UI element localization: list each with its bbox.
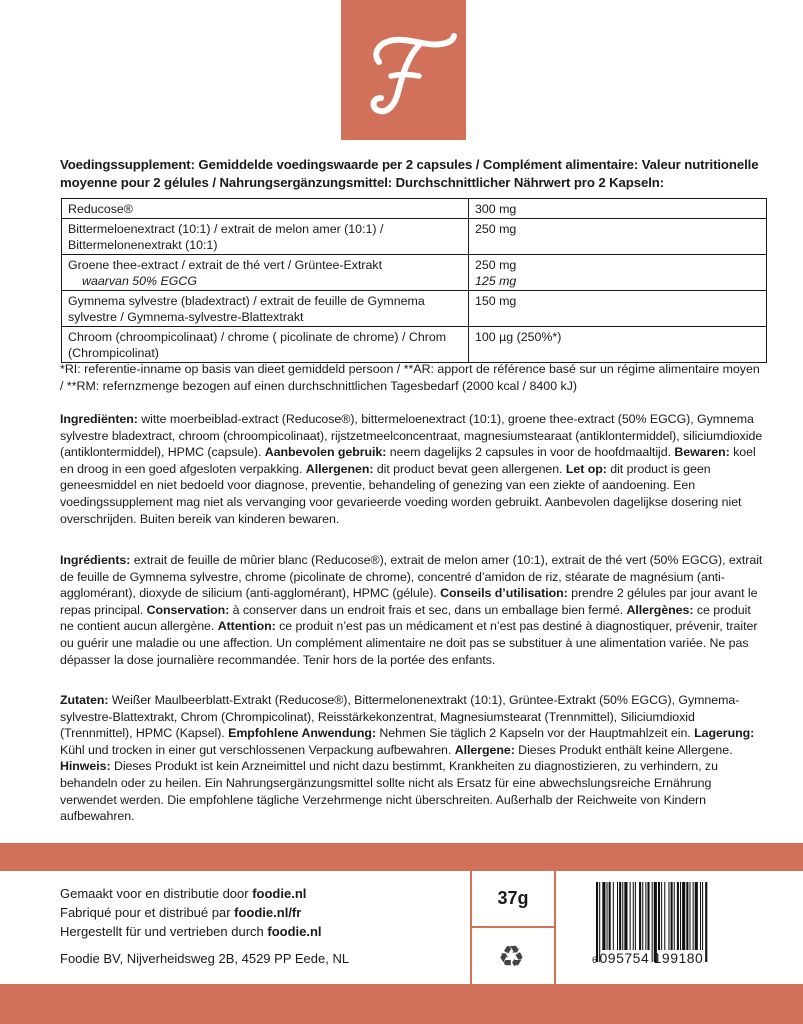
usage-label: Empfohlene Anwendung: [228, 726, 376, 741]
barcode-first-digit: 6 [592, 955, 598, 965]
ingredient-amount: 250 mg [475, 258, 517, 272]
ingredient-amount: 300 mg [469, 199, 767, 219]
usage-text: prendre 2 gélules par jour avant le repas principal. [60, 586, 758, 617]
allergen-text: dit product bevat geen allergenen. [373, 461, 566, 476]
usage-text: Nehmen Sie täglich 2 Kapseln vor der Hauptmahlzeit ein. [375, 726, 695, 741]
allergen-label: Allergene: [454, 742, 515, 757]
allergen-text: ce produit ne contient aucun allergène. [60, 602, 751, 634]
barcode-digits: 095754 199180 [599, 950, 704, 966]
table-row [62, 199, 767, 219]
nutrition-table [61, 198, 767, 363]
ingredients-label: Zutaten: [60, 693, 109, 707]
ingredient-amount: 150 mg [469, 291, 767, 327]
distribution-line-fr [60, 903, 322, 922]
brand-logo [341, 0, 466, 140]
ingredients-text: extrait de feuille de mûrier blanc (Reducose®), extrait de melon amer (10:1), extrait de thé vert (50% EGCG), extrait de feuille de Gymnema sylvestre, chrome (picolinate de chrome), concentré d’amidon de riz, stéarate de magnésium (anti-agglomérant), dioxyde de silicium (anti-agglomérant), HPMC (gélule). [60, 553, 763, 601]
usage-label: Conseils d’utilisation: [440, 586, 568, 601]
nutrition-heading: Voedingssupplement: Gemiddelde voedingswaarde per 2 capsules / Complément alimentaire: Valeur nutritionelle moyenne pour 2 gélules / Nahrungsergänzungsmittel: Durchschnittlicher Nährwert pro 2 Kapseln: [60, 157, 759, 190]
ingredient-subname: waarvan 50% EGCG [82, 274, 198, 288]
footer-top-band [0, 843, 803, 871]
dutch-ingredients-paragraph [60, 411, 766, 527]
company-address: Foodie BV, Nijverheidsweg 2B, 4529 PP Eede, NL [60, 951, 350, 966]
ingredient-name: Groene thee-extract / extrait de thé vert / Grüntee-Extrakt [68, 258, 383, 272]
warning-text: ce produit n’est pas un médicament et n’est pas destiné à diagnostiquer, prévenir, traiter ou guérir une maladie ou une affection. Un complément alimentaire ne doit pas se substituer à une alimentation variée. Ne pas dépasser la dose journalière recommandée. Tenir hors de la portée des enfants. [60, 619, 758, 667]
foodie-f-logo-icon [341, 0, 466, 140]
distribution-line-de [60, 922, 322, 941]
warning-label: Attention: [217, 619, 276, 634]
warning-text: Dieses Produkt ist kein Arzneimittel und nicht dazu bestimmt, Krankheiten zu diagnostizieren, zu verhindern, zu behandeln oder zu heilen. Ein Nahrungsergänzungsmittel sollte nicht als Ersatz für eine abwechslungsreiche Ernährung verwendet werden. Die empfohlene tägliche Verzehrmenge nicht überschreiten. Außerhalb der Reichweite von Kindern aufbewahren. [60, 759, 718, 824]
distribution-info [60, 884, 322, 941]
usage-text: neem dagelijks 2 capsules in voor de hoofdmaaltijd. [386, 445, 675, 460]
warning-label: Hinweis: [60, 759, 111, 774]
ingredient-amount: 100 µg (250%*) [469, 327, 767, 363]
storage-text: koel en droog in een goed afgesloten verpakking. [60, 445, 756, 476]
allergen-text: Dieses Produkt enthält keine Allergene. [514, 742, 733, 757]
storage-text: à conserver dans un endroit frais et sec, dans un emballage bien fermé. [229, 602, 627, 617]
warning-label: Let op: [565, 461, 607, 476]
ingredient-name: Bittermeloenextract (10:1) / extrait de melon amer (10:1) / Bittermelonenextrakt (10:1) [62, 219, 469, 255]
distribution-line-nl [60, 884, 322, 903]
distribution-text: Fabriqué pour et distribué par [60, 905, 235, 920]
footer-bottom-band [0, 984, 803, 1024]
weight-recycle-box [470, 871, 556, 984]
ingredient-amount: 250 mg [469, 219, 767, 255]
ingredient-name: Chroom (chroompicolinaat) / chrome ( picolinate de chrome) / Chrom (Chrompicolinat) [62, 327, 469, 363]
divider [472, 926, 554, 928]
ingredient-amount-cell [469, 255, 767, 291]
ingredients-label: Ingrédients: [60, 553, 131, 567]
distribution-text: Gemaakt voor en distributie door [60, 886, 253, 901]
ingredients-text: witte moerbeiblad-extract (Reducose®), bittermeloenextract (10:1), groene thee-extract (50% EGCG), Gymnema sylvestre bladextract, chroom (chroompicolinaat), rijstzetmeelconcentraat, magnesiumstearaat (antiklontermiddel), siliciumdioxide (antiklontermiddel), HPMC (capsule). [60, 412, 763, 460]
allergen-label: Allergenen: [305, 461, 374, 476]
ingredient-name: Reducose® [62, 199, 469, 219]
website-link[interactable]: foodie.nl [252, 886, 307, 901]
ingredients-text: Weißer Maulbeerblatt-Extrakt (Reducose®), Bittermelonenextrakt (10:1), Grüntee-Extrakt (50% EGCG), Gymnema-sylvestre-Blattextrakt, Chrom (Chrompicolinat), Reisstärkekonzentrat, Magnesiumstearat (Trennmittel), Siliciumdioxid (Trennmittel), HPMC (Kapsel). [60, 693, 740, 741]
ingredients-label: Ingrediënten: [60, 412, 138, 426]
recycle-icon: ♻ [498, 941, 525, 974]
reference-footnote: *RI: referentie-inname op basis van dieet gemiddeld persoon / **AR: apport de référence basé sur un régime alimentaire moyen / **RM: refernzmenge bezogen auf einen durchschnittlichen Tagesbedarf (2000 kcal / 8400 kJ) [60, 362, 760, 393]
storage-label: Bewaren: [674, 445, 730, 460]
storage-label: Lagerung: [694, 726, 755, 741]
ingredient-name: Gymnema sylvestre (bladextract) / extrait de feuille de Gymnema sylvestre / Gymnema-sylvestre-Blattextrakt [62, 291, 469, 327]
table-row [62, 255, 767, 291]
allergen-label: Allergènes: [626, 602, 694, 617]
table-row [62, 219, 767, 255]
barcode-number [592, 950, 752, 966]
french-ingredients-paragraph [60, 552, 766, 668]
website-link[interactable]: foodie.nl [267, 924, 322, 939]
table-row [62, 327, 767, 363]
storage-label: Conservation: [146, 602, 230, 617]
warning-text: dit product is geen geneesmiddel en niet bedoeld voor diagnose, preventie, behandeling of genezing van een ziekte of aandoening. Een voedingssupplement mag niet als vervanging voor gevarieerde voeding worden gebruikt. Aanbevolen dagelijkse dosering niet overschrijden. Buiten bereik van kinderen bewaren. [60, 461, 742, 526]
storage-text: Kühl und trocken in einer gut verschlossenen Verpackung aufbewahren. [60, 742, 455, 757]
ingredient-subamount: 125 mg [475, 274, 517, 288]
ingredient-name-cell [62, 255, 469, 291]
website-link[interactable]: foodie.nl/fr [234, 905, 302, 920]
distribution-text: Hergestellt für und vertrieben durch [60, 924, 268, 939]
german-ingredients-paragraph [60, 692, 766, 825]
usage-label: Aanbevolen gebruik: [264, 445, 387, 460]
net-weight: 37g [497, 888, 529, 908]
table-row [62, 291, 767, 327]
